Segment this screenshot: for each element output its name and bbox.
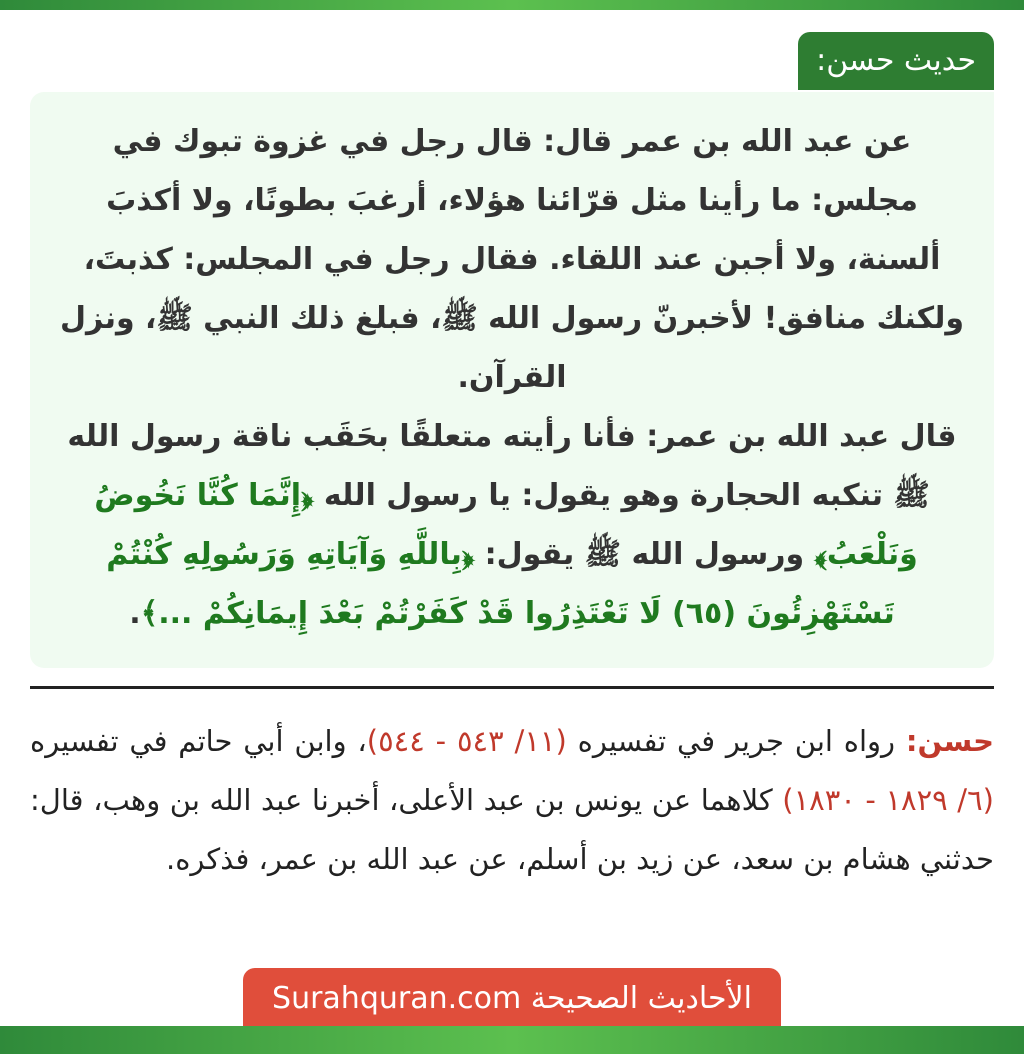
hadith-text-segment: ورسول الله ﷺ يقول: (474, 537, 815, 572)
bottom-accent-bar (0, 1026, 1024, 1054)
quran-verse-1: ﴿إِنَّمَا كُنَّا نَخُوضُ وَنَلْعَبُ﴾ (94, 478, 918, 572)
hadith-text-segment: قال عبد الله بن عمر: فأنا رأيته متعلقًا بحَقَب ناقة رسول الله ﷺ تنكبه الحجارة وهو يقول: يا رسول الله (67, 419, 957, 513)
takhrij-text: كلاهما عن يونس بن عبد الأعلى، أخبرنا عبد الله بن وهب، قال: حدثني هشام بن سعد، عن زيد بن أسلم، عن عبد الله بن عمر، فذكره. (30, 783, 994, 876)
takhrij-reference-1: (١١/ ٥٤٣ - ٥٤٤) (366, 724, 567, 758)
hadith-text-box (30, 92, 994, 668)
quran-verse-2: ﴿بِاللَّهِ وَآيَاتِهِ وَرَسُولِهِ كُنْتُمْ تَسْتَهْزِئُونَ (٦٥) لَا تَعْتَذِرُوا قَدْ كَفَرْتُمْ بَعْدَ إِيمَانِكُمْ ...﴾ (106, 537, 895, 631)
site-link-button[interactable]: الأحاديث الصحيحة Surahquran.com (243, 968, 781, 1030)
takhrij-paragraph (30, 712, 994, 889)
hadith-paragraph-2 (58, 407, 966, 643)
hadith-text-end: . (129, 596, 141, 631)
hadith-paragraph-1: عن عبد الله بن عمر قال: قال رجل في غزوة تبوك في مجلس: ما رأينا مثل قرّائنا هؤلاء، أرغبَ بطونًا، ولا أكذبَ ألسنة، ولا أجبن عند اللقاء. فقال رجل في المجلس: كذبتَ، ولكنك منافق! لأخبرنّ رسول الله ﷺ، فبلغ ذلك النبي ﷺ، ونزل القرآن. (60, 124, 964, 395)
top-accent-bar (0, 0, 1024, 10)
takhrij-reference-2: (٦/ ١٨٢٩ - ١٨٣٠) (782, 783, 994, 817)
takhrij-text: ، وابن أبي حاتم في تفسيره (30, 724, 367, 758)
takhrij-text: رواه ابن جرير في تفسيره (566, 724, 906, 758)
takhrij-grade-word: حسن: (905, 724, 994, 758)
hadith-grade-label: حديث حسن: (798, 32, 994, 90)
section-divider (30, 686, 994, 689)
